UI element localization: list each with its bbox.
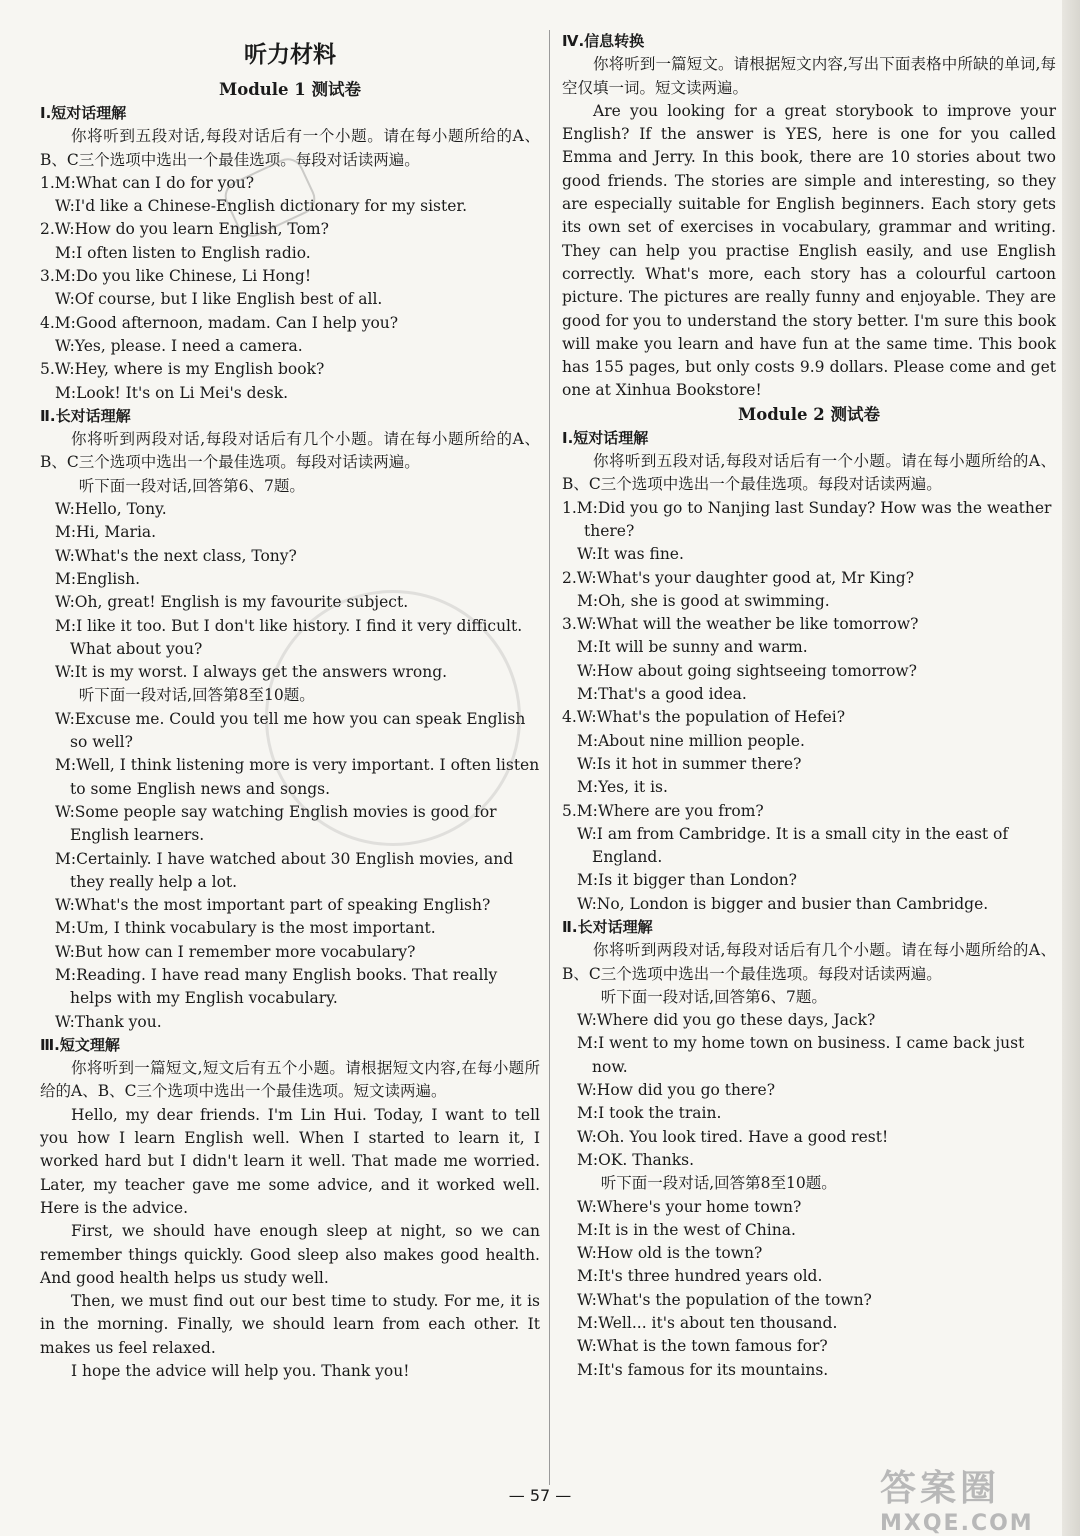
page-number: — 57 —	[508, 1486, 572, 1505]
dialogue-line: W:How did you go there?	[577, 1081, 776, 1100]
dialogue-line: 2.W:How do you learn English, Tom?	[40, 220, 329, 239]
dialogue-line: W:I am from Cambridge. It is a small city in the east of England.	[577, 824, 1009, 867]
module-2-heading: Module 2 测试卷	[737, 404, 881, 424]
m1-section-2-sub-1: 听下面一段对话,回答第6、7题。	[78, 476, 305, 495]
dialogue-line: M:Is it bigger than London?	[577, 871, 797, 890]
m2-section-2-heading: Ⅱ.长对话理解	[562, 917, 653, 936]
dialogue-line: 5.W:Hey, where is my English book?	[40, 360, 325, 379]
dialogue-line: M:I took the train.	[577, 1104, 722, 1123]
dialogue-line: W:Excuse me. Could you tell me how you can speak English so well?	[55, 709, 526, 752]
dialogue-line: M:It will be sunny and warm.	[577, 638, 808, 657]
dialogue-line: W:I'd like a Chinese-English dictionary for my sister.	[55, 197, 468, 216]
next-page-edge	[1062, 0, 1080, 1536]
m1-section-2-dialogue-1	[40, 498, 540, 684]
dialogue-line: 1.M:Did you go to Nanjing last Sunday? How was the weather there?	[562, 498, 1052, 540]
passage-paragraph: Then, we must find out our best time to study. For me, it is in the morning. Finally, we should learn from each other. It makes us feel relaxed.	[40, 1292, 540, 1357]
dialogue-line: 4.M:Good afternoon, madam. Can I help you?	[40, 313, 399, 332]
m1-section-2-sub-2: 听下面一段对话,回答第8至10题。	[78, 686, 315, 705]
dialogue-line: M:Oh, she is good at swimming.	[577, 591, 830, 610]
dialogue-line: 3.M:Do you like Chinese, Li Hong!	[40, 267, 312, 286]
dialogue-line: M:It is in the west of China.	[577, 1220, 796, 1239]
dialogue-line: W:How about going sightseeing tomorrow?	[577, 661, 917, 680]
dialogue-line: W:How old is the town?	[577, 1244, 763, 1263]
watermark-line-1: 答案圈	[880, 1468, 1001, 1509]
m2-section-1-instruction: 你将听到五段对话,每段对话后有一个小题。请在每小题所给的A、B、C三个选项中选出一个最佳选项。每段对话读两遍。	[562, 452, 1056, 494]
dialogue-line: M:It's three hundred years old.	[577, 1267, 823, 1286]
m1-section-4-heading: Ⅳ.信息转换	[562, 32, 645, 50]
dialogue-line: W:Where did you go these days, Jack?	[577, 1011, 876, 1030]
dialogue-line: M:About nine million people.	[577, 731, 805, 750]
dialogue-line: W:It is my worst. I always get the answers wrong.	[55, 663, 448, 682]
m1-section-1-instruction: 你将听到五段对话,每段对话后有一个小题。请在每小题所给的A、B、C三个选项中选出一个最佳选项。每段对话读两遍。	[40, 127, 540, 169]
dialogue-line: W:Yes, please. I need a camera.	[55, 336, 303, 355]
dialogue-line: M:Hi, Maria.	[55, 523, 157, 542]
m1-section-3-passage	[40, 1104, 540, 1384]
passage-paragraph: Hello, my dear friends. I'm Lin Hui. Today, I want to tell you how I learn English well. When I started to learn it, I worked hard but I didn't learn it well. That made me worried. Later, my teacher gave me some advice, and it worked well. Here is the advice.	[40, 1105, 540, 1217]
dialogue-line: W:Oh. You look tired. Have a good rest!	[577, 1127, 889, 1146]
dialogue-line: W:Is it hot in summer there?	[577, 754, 802, 773]
m1-section-1-dialogues	[40, 172, 540, 405]
dialogue-line: W:Of course, but I like English best of all.	[55, 290, 383, 309]
m2-section-2-sub-1: 听下面一段对话,回答第6、7题。	[600, 987, 827, 1006]
dialogue-line: 3.W:What will the weather be like tomorrow?	[562, 615, 919, 634]
dialogue-line: M:I like it too. But I don't like history. I find it very difficult. What about you?	[55, 616, 523, 658]
m2-section-1-heading: Ⅰ.短对话理解	[562, 428, 649, 447]
dialogue-line: M:OK. Thanks.	[577, 1150, 695, 1169]
dialogue-line: M:Um, I think vocabulary is the most important.	[55, 919, 436, 938]
dialogue-line: W:Some people say watching English movies is good for English learners.	[55, 802, 497, 845]
dialogue-line: M:Well, I think listening more is very important. I often listen to some English news and songs.	[55, 756, 540, 798]
module-1-heading: Module 1 测试卷	[218, 80, 362, 99]
dialogue-line: M:Yes, it is.	[577, 778, 668, 797]
m1-section-2-heading: Ⅱ.长对话理解	[40, 406, 131, 425]
m2-section-2-dialogue-2	[562, 1196, 1056, 1382]
dialogue-line: M:Well... it's about ten thousand.	[577, 1314, 838, 1333]
column-divider	[549, 30, 550, 1485]
m1-section-2-dialogue-2	[40, 708, 540, 1034]
dialogue-line: W:It was fine.	[577, 545, 684, 564]
m2-section-1-dialogues	[562, 497, 1056, 916]
dialogue-line: W:But how can I remember more vocabulary?	[55, 942, 416, 961]
dialogue-line: W:Oh, great! English is my favourite subject.	[55, 593, 409, 612]
dialogue-line: W:What's the next class, Tony?	[55, 546, 297, 565]
m2-section-2-instruction: 你将听到两段对话,每段对话后有几个小题。请在每小题所给的A、B、C三个选项中选出一个最佳选项。每段对话读两遍。	[562, 941, 1056, 983]
dialogue-line: W:Thank you.	[55, 1012, 162, 1031]
m1-section-4-passage: Are you looking for a great storybook to improve your English? If the answer is YES, here is one for you called Emma and Jerry. In this book, there are 10 stories about two good friends. The stories are simple and interesting, so they are especially suitable for English beginners. Each story gets its own set of exercises in vocabulary, grammar and writing. They can help you practise English easily, and use English correctly. What's more, each story has a colourful cartoon picture. The pictures are really funny and enjoyable. They are good for you to understand the story better. I'm sure this book will make you learn and have fun at the same time. This book has 155 pages, but only costs 9.9 dollars. Please come and get one at Xinhua Bookstore!	[562, 101, 1056, 400]
passage-paragraph: First, we should have enough sleep at night, so we can remember things quickly. Good sleep also makes good health. And good health helps us study well.	[40, 1222, 540, 1287]
dialogue-line: M:I often listen to English radio.	[55, 243, 311, 262]
dialogue-line: M:It's famous for its mountains.	[577, 1360, 829, 1379]
dialogue-line: W:Hello, Tony.	[55, 500, 167, 519]
dialogue-line: 5.M:Where are you from?	[562, 801, 764, 820]
passage-paragraph: I hope the advice will help you. Thank you!	[71, 1362, 410, 1381]
m1-section-1-heading: Ⅰ.短对话理解	[40, 104, 127, 122]
right-column	[562, 30, 1056, 1382]
page-title: 听力材料	[244, 42, 336, 68]
dialogue-line: W:What's the population of the town?	[577, 1290, 872, 1309]
dialogue-line: M:Certainly. I have watched about 30 English movies, and they really help a lot.	[55, 849, 514, 891]
m2-section-2-sub-2: 听下面一段对话,回答第8至10题。	[600, 1174, 837, 1193]
dialogue-line: W:What's the most important part of speaking English?	[55, 896, 491, 915]
dialogue-line: 4.W:What's the population of Hefei?	[562, 708, 846, 727]
m1-section-2-instruction: 你将听到两段对话,每段对话后有几个小题。请在每小题所给的A、B、C三个选项中选出一个最佳选项。每段对话读两遍。	[40, 430, 540, 472]
dialogue-line: W:Where's your home town?	[577, 1197, 802, 1216]
dialogue-line: M:Look! It's on Li Mei's desk.	[55, 383, 289, 402]
dialogue-line: W:What is the town famous for?	[577, 1337, 828, 1356]
m1-section-4-instruction: 你将听到一篇短文。请根据短文内容,写出下面表格中所缺的单词,每空仅填一词。短文读两遍。	[562, 55, 1056, 97]
dialogue-line: 1.M:What can I do for you?	[40, 173, 255, 192]
dialogue-line: M:Reading. I have read many English books. That really helps with my English vocabulary.	[55, 965, 498, 1008]
watermark-line-2: MXQE.COM	[880, 1511, 1034, 1536]
dialogue-line: W:No, London is bigger and busier than Cambridge.	[577, 894, 989, 913]
left-column	[40, 30, 540, 1383]
m2-section-2-dialogue-1	[562, 1009, 1056, 1172]
dialogue-line: M:I went to my home town on business. I came back just now.	[577, 1034, 1025, 1076]
dialogue-line: M:That's a good idea.	[577, 685, 747, 704]
dialogue-line: M:English.	[55, 569, 141, 588]
m1-section-3-heading: Ⅲ.短文理解	[40, 1035, 120, 1054]
m1-section-3-instruction: 你将听到一篇短文,短文后有五个小题。请根据短文内容,在每小题所给的A、B、C三个选项中选出一个最佳选项。短文读两遍。	[40, 1059, 540, 1101]
dialogue-line: 2.W:What's your daughter good at, Mr King?	[562, 568, 915, 587]
site-watermark	[880, 1460, 1034, 1536]
